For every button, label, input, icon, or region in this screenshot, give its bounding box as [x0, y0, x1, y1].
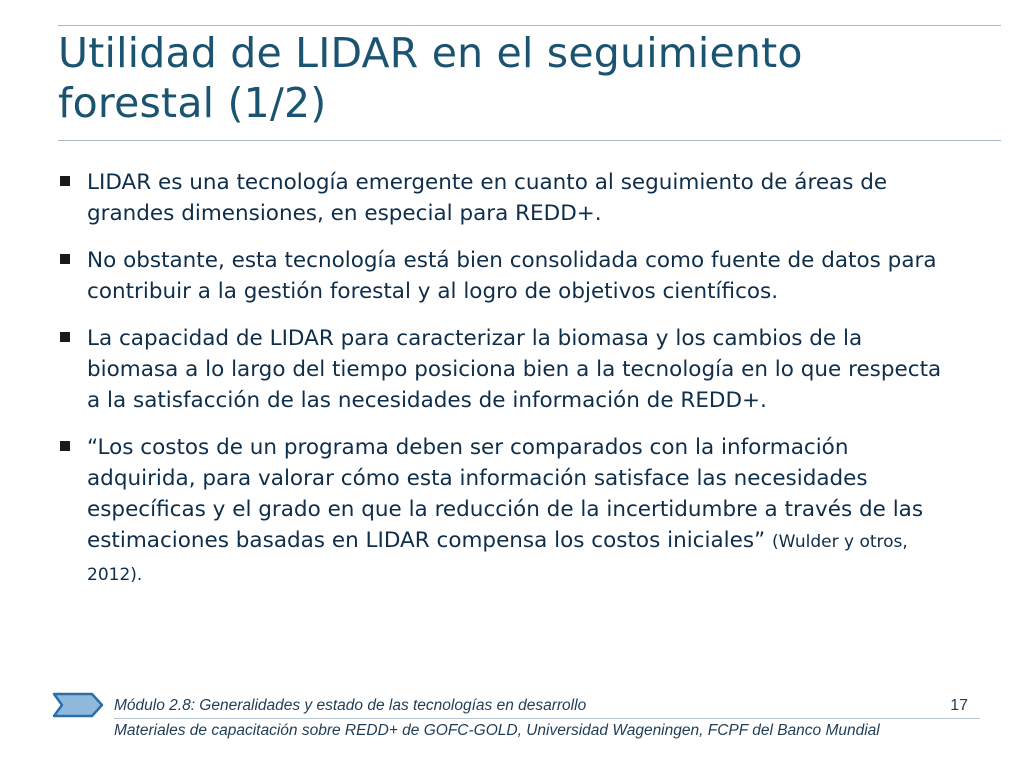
square-bullet-icon: [60, 332, 70, 342]
bullet-text: La capacidad de LIDAR para caracterizar la biomasa y los cambios de la biomasa a lo largo del tiempo posiciona bien a la tecnología en lo que respecta a la satisfacción de las necesidades de información de REDD+.: [87, 326, 942, 413]
title-line-1: Utilidad de LIDAR en el seguimiento: [58, 29, 803, 77]
bullet-text: No obstante, esta tecnología está bien consolidada como fuente de datos para contribuir a la gestión forestal y al logro de objetivos científicos.: [87, 248, 937, 304]
bullet-item: [58, 432, 958, 591]
bullet-text: “Los costos de un programa deben ser comparados con la información adquirida, para valorar cómo esta información satisface las necesidades específicas y el grado en que la reducción de la incertidumbre a través de las estimaciones basadas en LIDAR compensa los costos iniciales”: [87, 435, 924, 553]
slide-title: [58, 28, 998, 128]
bullet-text: LIDAR es una tecnología emergente en cuanto al seguimiento de áreas de grandes dimensiones, en especial para REDD+.: [87, 170, 888, 226]
citation: (Wulder y otros, 2012).: [87, 532, 908, 585]
bullet-item: [58, 245, 958, 307]
footer-separator: [114, 718, 980, 719]
square-bullet-icon: [60, 176, 70, 186]
page-number: 17: [950, 697, 968, 714]
square-bullet-icon: [60, 254, 70, 264]
top-rule: [58, 25, 1001, 26]
bullet-item: [58, 167, 958, 229]
footer-module-line: Módulo 2.8: Generalidades y estado de las tecnologías en desarrollo: [114, 697, 587, 714]
bullet-list: [58, 167, 958, 607]
footer-materials-line: Materiales de capacitación sobre REDD+ de GOFC-GOLD, Universidad Wageningen, FCPF del Banco Mundial: [114, 722, 880, 739]
title-line-2: forestal (1/2): [58, 79, 327, 127]
title-underline-rule: [58, 140, 1001, 141]
bullet-item: [58, 323, 958, 416]
chevron-arrow-icon: [52, 692, 104, 718]
square-bullet-icon: [60, 441, 70, 451]
